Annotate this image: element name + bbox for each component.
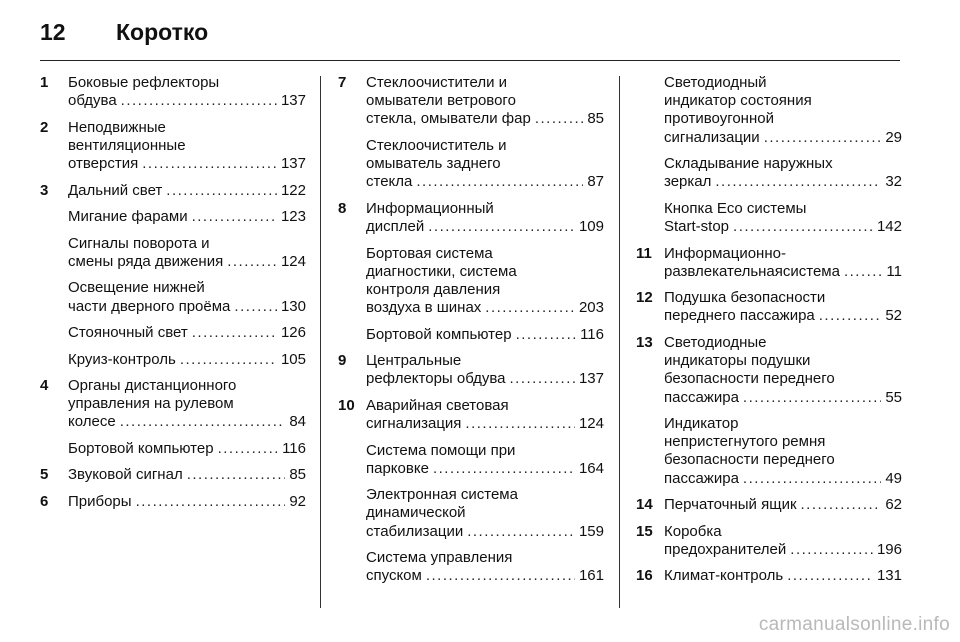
dot-leader (166, 182, 277, 200)
dot-leader (142, 155, 277, 173)
dot-leader (416, 173, 583, 191)
index-entry (636, 415, 902, 488)
entry-label: дисплей (366, 218, 425, 236)
page-reference: 84 (289, 413, 306, 431)
page-reference: 105 (280, 350, 306, 368)
dot-leader (428, 218, 575, 236)
entry-number (338, 442, 366, 478)
header-rule (40, 60, 900, 61)
entry-label: стабилизации (366, 522, 464, 540)
index-entry (338, 137, 604, 192)
index-column-3 (636, 74, 902, 594)
entry-label: рефлекторы обдува (366, 370, 506, 388)
page-title: Коротко (116, 18, 209, 45)
entry-label: сигнализации (664, 128, 760, 146)
dot-leader (467, 523, 575, 541)
dot-leader (715, 173, 881, 191)
entry-label: Дальний свет (68, 181, 163, 199)
entry-label: зеркал (664, 173, 712, 191)
entry-label: воздуха в шинах (366, 299, 482, 317)
entry-number (636, 200, 664, 236)
dot-leader (787, 567, 873, 585)
index-entry (636, 567, 902, 585)
dot-leader (120, 413, 286, 431)
page-reference: 116 (580, 325, 604, 343)
index-entry (40, 493, 306, 511)
dot-leader (234, 298, 277, 316)
entry-text-line: Светодиодный (664, 74, 767, 91)
entry-text-line: безопасности переднего (664, 451, 835, 469)
entry-text-line: Кнопка Eco системы (664, 199, 807, 217)
entry-text-line: Система помощи при (366, 441, 516, 459)
page-reference: 32 (885, 173, 902, 191)
index-entry (338, 442, 604, 478)
index-entry (40, 351, 306, 369)
entry-label: пассажира (664, 469, 739, 487)
page-reference: 123 (280, 208, 306, 226)
dot-leader (535, 110, 583, 128)
page-reference: 85 (587, 110, 604, 128)
entry-number: 5 (40, 466, 49, 484)
page-reference: 55 (885, 388, 902, 406)
dot-leader (743, 389, 881, 407)
page-reference: 122 (280, 181, 306, 199)
entry-label: Бортовой компьютер (68, 439, 214, 457)
entry-number: 8 (338, 199, 347, 217)
entry-text-line: Сигналы поворота и (68, 234, 210, 252)
entry-number: 13 (636, 333, 653, 351)
entry-text-line: омыватели ветрового (366, 92, 516, 110)
index-entry (40, 208, 306, 226)
entry-number (636, 155, 664, 191)
entry-number: 2 (40, 118, 49, 136)
entry-text-line: омыватель заднего (366, 155, 501, 173)
index-entry (40, 324, 306, 342)
index-entry (636, 245, 902, 281)
entry-text-line: Боковые рефлекторы (68, 74, 220, 91)
entry-number (636, 74, 664, 147)
entry-text-line: Подушка безопасности (664, 289, 826, 307)
page-reference: 203 (578, 299, 604, 317)
entry-number (40, 208, 68, 226)
dot-leader (180, 351, 277, 369)
page-number: 12 (40, 18, 66, 45)
index-entry (40, 119, 306, 174)
dot-leader (227, 253, 277, 271)
index-entry (338, 486, 604, 541)
index-entry (636, 289, 902, 325)
index-entry (40, 235, 306, 271)
entry-number: 16 (636, 567, 653, 585)
entry-label: развлекательнаясистема (664, 262, 840, 280)
entry-text-line: Коробка (664, 522, 722, 540)
dot-leader (426, 567, 575, 585)
page-reference: 126 (280, 324, 306, 342)
index-entry (636, 496, 902, 514)
page-reference: 62 (885, 496, 902, 514)
index-entry (636, 523, 902, 559)
entry-label: парковке (366, 459, 429, 477)
dot-leader (743, 470, 881, 488)
dot-leader (790, 541, 873, 559)
entry-text-line: непристегнутого ремня (664, 433, 826, 451)
entry-text-line: Органы дистанционного (68, 377, 237, 395)
entry-label: Start-stop (664, 218, 730, 236)
index-entry (338, 74, 604, 129)
entry-label: отверстия (68, 155, 139, 173)
entry-number (636, 415, 664, 488)
index-column-2 (338, 74, 604, 594)
dot-leader (801, 496, 882, 514)
dot-leader (465, 415, 575, 433)
dot-leader (192, 324, 277, 342)
page-reference: 49 (885, 469, 902, 487)
entry-number (338, 245, 366, 318)
index-entry (40, 74, 306, 110)
entry-number (40, 235, 68, 271)
entry-text-line: индикаторы подушки (664, 352, 811, 370)
entry-number: 11 (636, 244, 652, 262)
page-reference: 196 (876, 540, 902, 558)
dot-leader (819, 307, 882, 325)
page-reference: 29 (885, 128, 902, 146)
entry-label: Бортовой компьютер (366, 325, 512, 343)
entry-label: Приборы (68, 492, 132, 510)
entry-text-line: безопасности переднего (664, 370, 835, 388)
index-entry (636, 334, 902, 407)
dot-leader (844, 263, 882, 281)
entry-text-line: управления на рулевом (68, 395, 234, 413)
entry-text-line: Неподвижные (68, 118, 166, 136)
page-reference: 142 (876, 218, 902, 236)
index-entry (338, 549, 604, 585)
dot-leader (510, 370, 575, 388)
dot-leader (192, 208, 277, 226)
entry-label: стекла, омыватели фар (366, 110, 531, 128)
index-entry (40, 466, 306, 484)
entry-text-line: Стеклоочистители и (366, 74, 508, 91)
entry-text-line: Информационно- (664, 244, 786, 262)
entry-text-line: Бортовая система (366, 244, 493, 262)
entry-label: переднего пассажира (664, 307, 815, 325)
page-reference: 137 (578, 370, 604, 388)
entry-number (40, 279, 68, 315)
entry-label: сигнализация (366, 415, 462, 433)
column-divider-1 (320, 76, 321, 608)
page-reference: 164 (578, 459, 604, 477)
index-entry (338, 397, 604, 433)
entry-text-line: Стеклоочиститель и (366, 136, 507, 154)
page-reference: 131 (876, 567, 902, 585)
watermark: carmanualsonline.info (758, 614, 950, 635)
dot-leader (218, 440, 279, 458)
page-reference: 159 (578, 522, 604, 540)
entry-number: 1 (40, 74, 49, 91)
entry-number: 4 (40, 377, 49, 395)
dot-leader (764, 129, 882, 147)
index-entry (338, 200, 604, 236)
index-entry (636, 74, 902, 147)
entry-text-line: Складывание наружных (664, 155, 833, 173)
entry-text-line: противоугонной (664, 110, 774, 128)
entry-text-line: Индикатор (664, 415, 739, 433)
entry-number (40, 440, 68, 458)
dot-leader (733, 218, 873, 236)
dot-leader (516, 326, 577, 344)
entry-label: части дверного проёма (68, 297, 231, 315)
dot-leader (187, 466, 286, 484)
entry-text-line: Информационный (366, 199, 494, 217)
page-header (40, 14, 208, 50)
entry-number: 10 (338, 396, 355, 414)
index-entry (338, 352, 604, 388)
entry-text-line: вентиляционные (68, 136, 186, 154)
index-entry (40, 440, 306, 458)
entry-text-line: Система управления (366, 549, 513, 567)
entry-label: обдува (68, 92, 117, 110)
entry-text-line: контроля давления (366, 280, 501, 298)
page-reference: 124 (280, 252, 306, 270)
page-reference: 92 (289, 492, 306, 510)
entry-label: спуском (366, 567, 422, 585)
page-reference: 109 (578, 218, 604, 236)
entry-text-line: диагностики, система (366, 262, 517, 280)
entry-label: пассажира (664, 388, 739, 406)
page-reference: 161 (578, 567, 604, 585)
entry-number: 3 (40, 181, 49, 199)
entry-number: 7 (338, 74, 347, 91)
entry-number (338, 137, 366, 192)
entry-label: колесе (68, 413, 116, 431)
page-reference: 11 (886, 262, 902, 280)
entry-text-line: Светодиодные (664, 333, 767, 351)
page-reference: 52 (885, 307, 902, 325)
dot-leader (433, 460, 575, 478)
entry-label: предохранителей (664, 540, 787, 558)
index-entry (338, 326, 604, 344)
entry-number: 9 (338, 352, 347, 370)
index-entry (40, 279, 306, 315)
entry-text-line: Электронная система (366, 486, 518, 504)
entry-number: 15 (636, 522, 653, 540)
entry-label: Климат-контроль (664, 567, 784, 585)
entry-text-line: Центральные (366, 352, 462, 370)
entry-number (338, 326, 366, 344)
page-reference: 85 (289, 466, 306, 484)
page-reference: 137 (280, 92, 306, 110)
index-entry (40, 182, 306, 200)
dot-leader (485, 299, 575, 317)
entry-text-line: Освещение нижней (68, 279, 205, 297)
entry-label: смены ряда движения (68, 252, 224, 270)
index-column-1 (40, 74, 306, 519)
page-reference: 137 (280, 155, 306, 173)
dot-leader (136, 493, 286, 511)
entry-label: Звуковой сигнал (68, 466, 183, 484)
page-reference: 124 (578, 415, 604, 433)
entry-number: 14 (636, 496, 653, 514)
page-reference: 87 (587, 173, 604, 191)
index-entry (40, 377, 306, 432)
entry-number (338, 486, 366, 541)
dot-leader (121, 92, 277, 110)
entry-number: 12 (636, 289, 653, 307)
entry-label: стекла (366, 173, 413, 191)
entry-number (40, 351, 68, 369)
entry-number (40, 324, 68, 342)
entry-label: Круиз-контроль (68, 350, 176, 368)
index-entry (636, 155, 902, 191)
column-divider-2 (619, 76, 620, 608)
index-entry (338, 245, 604, 318)
entry-number (338, 549, 366, 585)
entry-text-line: динамической (366, 504, 466, 522)
entry-number: 6 (40, 492, 49, 510)
entry-text-line: Аварийная световая (366, 396, 509, 414)
entry-label: Мигание фарами (68, 208, 188, 226)
entry-text-line: индикатор состояния (664, 92, 812, 110)
index-entry (636, 200, 902, 236)
entry-label: Стояночный свет (68, 324, 188, 342)
page-reference: 116 (282, 439, 306, 457)
entry-label: Перчаточный ящик (664, 496, 797, 514)
page-reference: 130 (280, 297, 306, 315)
